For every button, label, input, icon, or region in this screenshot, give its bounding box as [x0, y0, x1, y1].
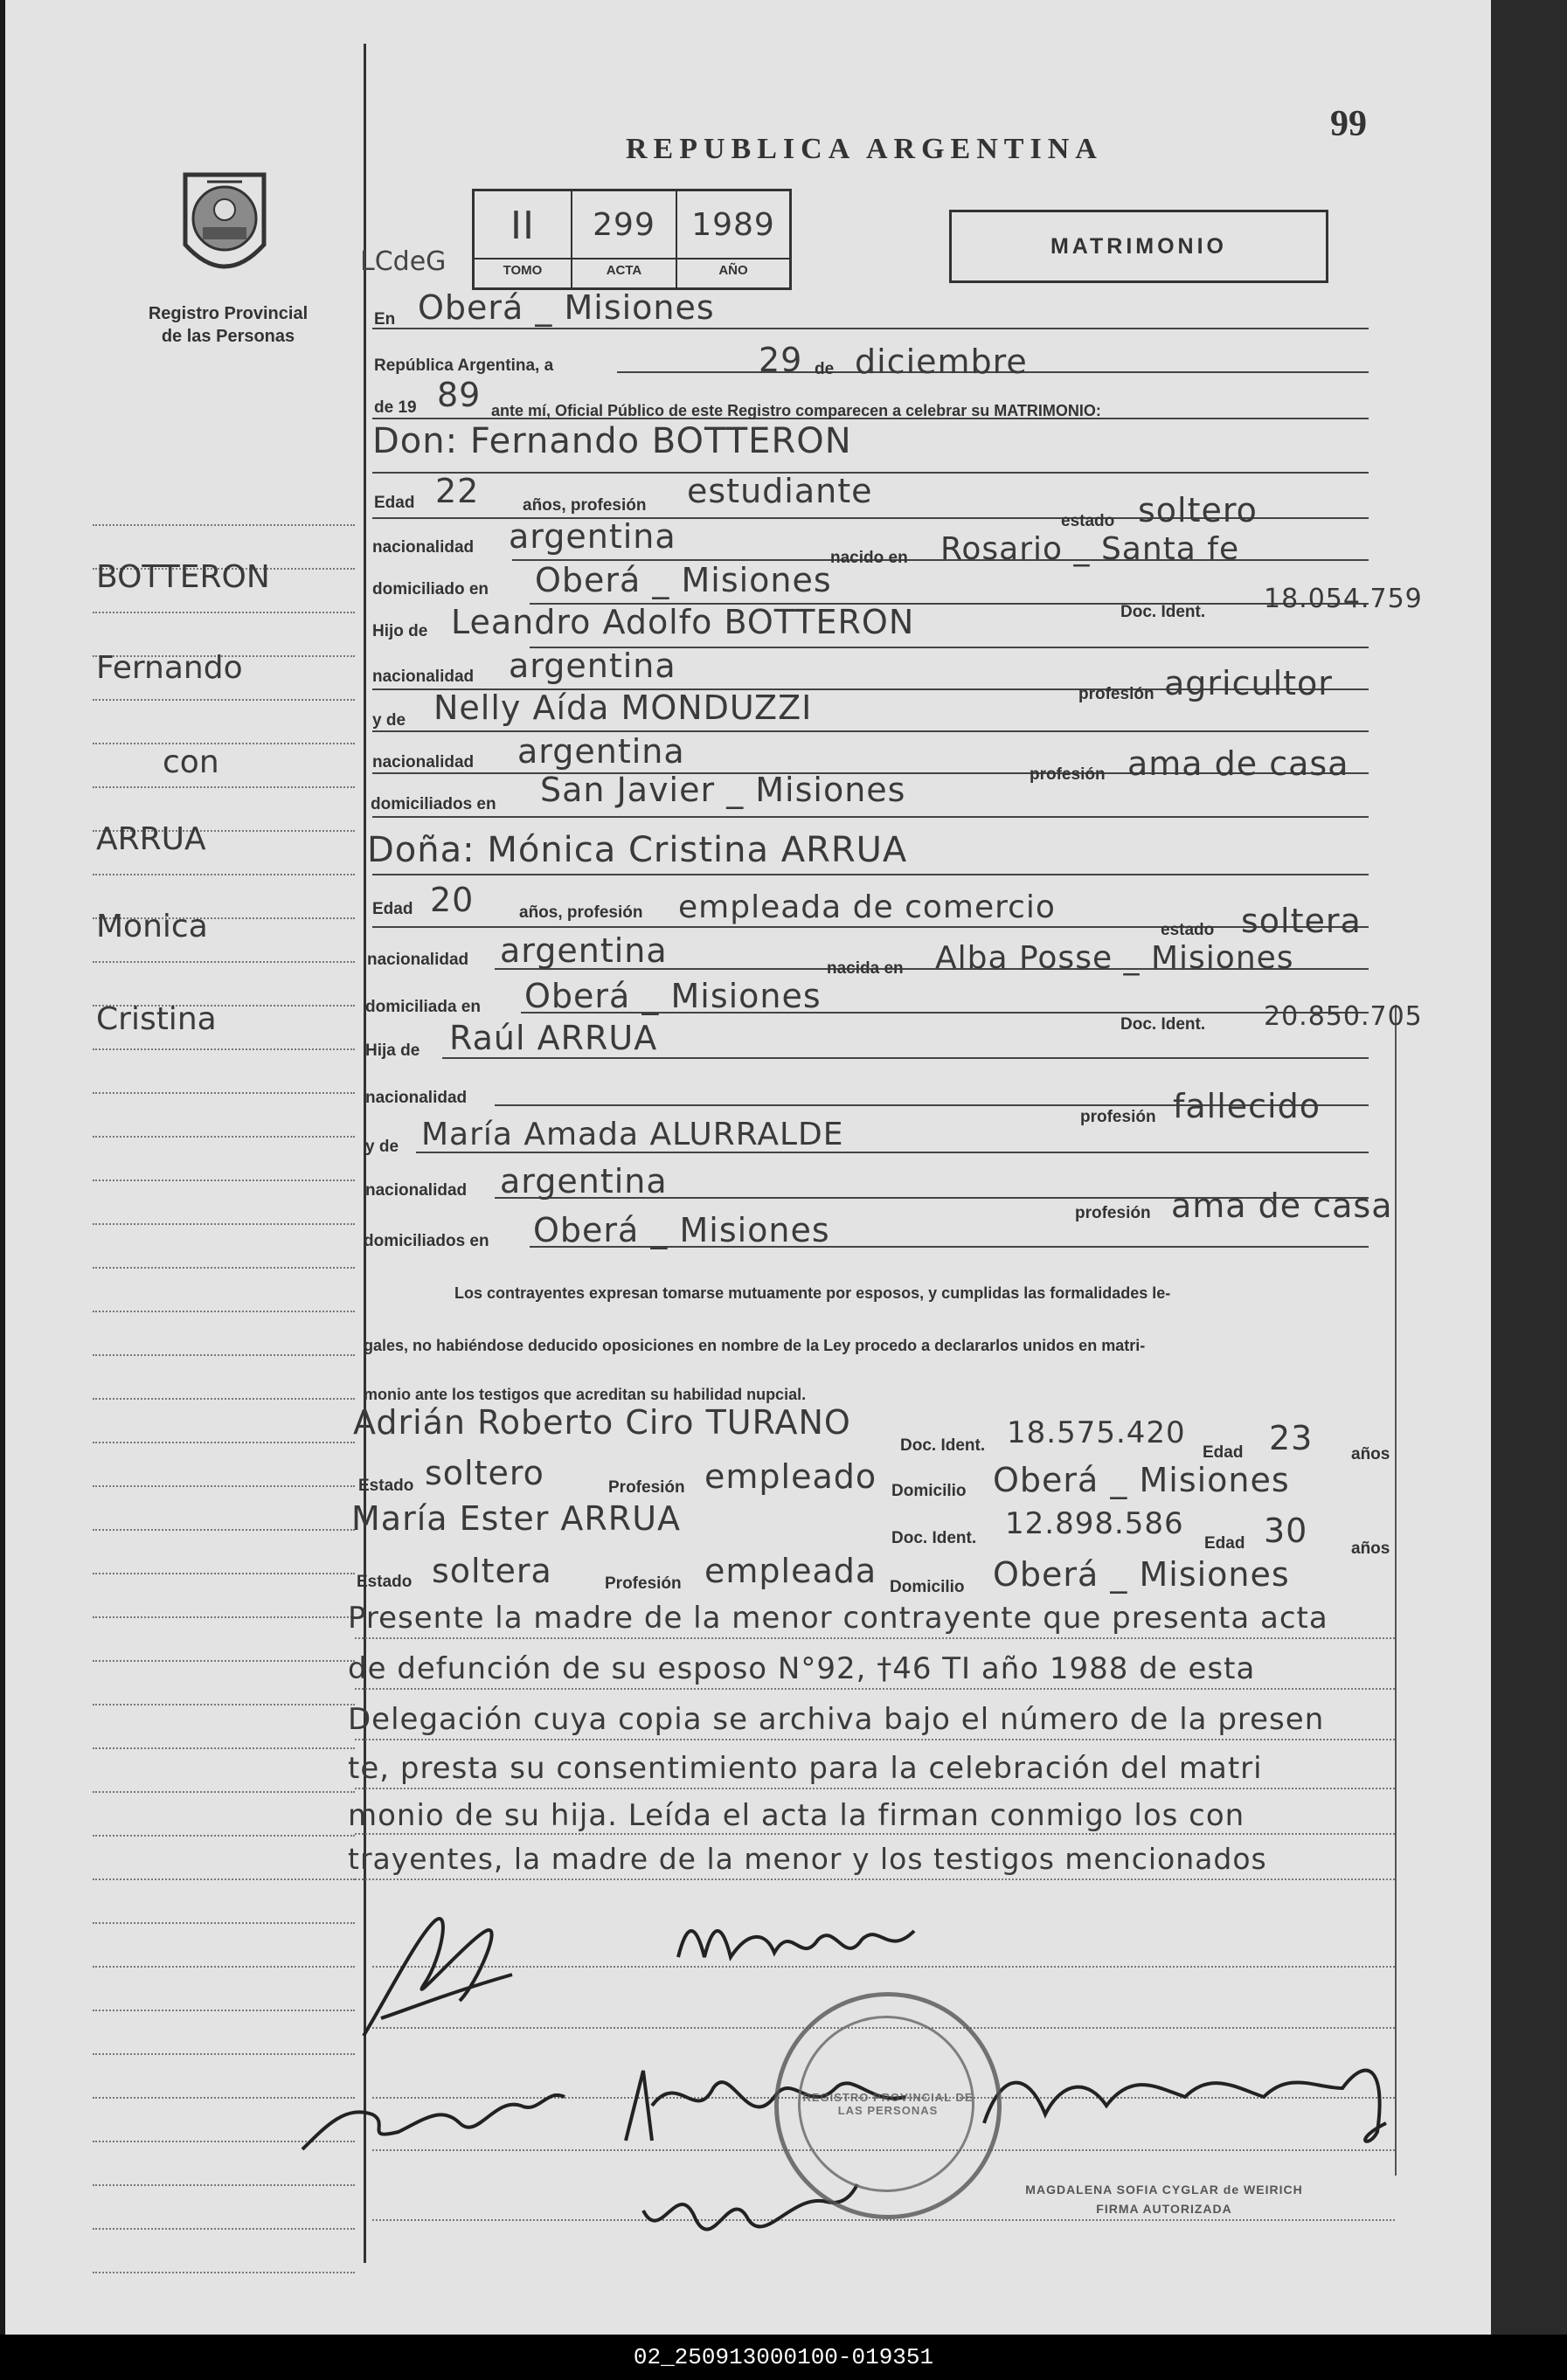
- observation-line: trayentes, la madre de la menor y los testigos mencionados: [348, 1842, 1267, 1876]
- place-value: Oberá _ Misiones: [418, 288, 715, 327]
- margin-note-line: Monica: [96, 909, 208, 944]
- label: estado: [1061, 512, 1115, 530]
- margin-rule-line: [93, 2272, 355, 2273]
- margin-note-line: ARRUA: [96, 821, 206, 857]
- register-page: [5, 0, 1491, 2335]
- label: Profesión: [605, 1574, 682, 1593]
- official-name: MAGDALENA SOFIA CYGLAR de WEIRICH: [1025, 2183, 1303, 2197]
- margin-rule-line: [93, 2184, 355, 2186]
- label: Edad: [1203, 1443, 1244, 1462]
- margin-rule-line: [93, 1616, 355, 1618]
- bride-id: 20.850.705: [1264, 1001, 1423, 1032]
- margin-rule-line: [93, 524, 355, 526]
- observation-rule: [355, 1637, 1395, 1639]
- bride-name: Doña: Mónica Cristina ARRUA: [367, 830, 908, 870]
- margin-rule-line: [93, 1573, 355, 1574]
- label: nacionalidad: [365, 1089, 468, 1107]
- label: nacionalidad: [372, 538, 475, 557]
- bride-father-profession: fallecido: [1173, 1087, 1321, 1125]
- margin-rule-line: [93, 1398, 355, 1400]
- margin-rule-line: [93, 1136, 355, 1138]
- observation-rule: [355, 1788, 1395, 1789]
- label: estado: [1161, 921, 1215, 939]
- tomo-label: TOMO: [503, 263, 543, 278]
- margin-rule-line: [93, 1048, 355, 1050]
- margin-rule-line: [93, 1660, 355, 1662]
- margin-rule-line: [93, 743, 355, 744]
- stamp-text: REGISTRO PROVINCIAL DE LAS PERSONAS: [802, 2091, 974, 2117]
- label: nacionalidad: [365, 1181, 468, 1200]
- signature-official: [967, 2036, 1404, 2158]
- label: Doc. Ident.: [891, 1529, 977, 1547]
- page-edge: [1491, 0, 1567, 2335]
- label: Profesión: [608, 1478, 685, 1497]
- form-line: [372, 926, 1369, 928]
- label: y de: [365, 1138, 399, 1156]
- observation-line: Presente la madre de la menor contrayente que presenta acta: [348, 1601, 1328, 1636]
- margin-note-line: Cristina: [96, 1001, 217, 1037]
- observation-rule: [355, 1833, 1395, 1835]
- margin-rule-line: [93, 1485, 355, 1487]
- margin-rule-line: [93, 1835, 355, 1837]
- year-suffix: 89: [437, 376, 482, 414]
- label: Estado: [358, 1477, 414, 1495]
- witness2-civil-status: soltera: [432, 1552, 552, 1590]
- year-prefix: de 19: [374, 398, 417, 417]
- label: Hija de: [365, 1041, 420, 1060]
- official-title: FIRMA AUTORIZADA: [1096, 2202, 1232, 2216]
- label: Hijo de: [372, 622, 428, 640]
- groom-address: Oberá _ Misiones: [535, 561, 832, 599]
- label: Edad: [372, 900, 413, 918]
- witness2-id: 12.898.586: [1005, 1506, 1184, 1541]
- right-rule: [1395, 1005, 1397, 2176]
- legal-text-line: Los contrayentes expresan tomarse mutuamente por esposos, y cumplidas las formalidades le-: [454, 1284, 1171, 1302]
- groom-birthplace: Rosario _ Santa fe: [940, 531, 1240, 567]
- signature-bride: [669, 1905, 932, 1983]
- margin-rule-line: [93, 786, 355, 788]
- witness2-age: 30: [1264, 1512, 1308, 1550]
- registry-line-1: Registro Provincial: [148, 304, 309, 323]
- label: nacida en: [827, 959, 904, 978]
- form-line: [372, 874, 1369, 875]
- year-label: AÑO: [718, 263, 748, 278]
- bride-profession: empleada de comercio: [678, 889, 1056, 925]
- label: profesión: [1080, 1108, 1156, 1126]
- observation-rule: [355, 1688, 1395, 1690]
- margin-rule-line: [93, 1966, 355, 1968]
- label: Edad: [374, 494, 415, 512]
- label: Edad: [1204, 1534, 1245, 1553]
- label: profesión: [1030, 765, 1106, 784]
- bride-civil-status: soltera: [1241, 902, 1362, 940]
- page-number: 99: [1330, 104, 1367, 144]
- date-day: 29: [759, 341, 803, 379]
- margin-note-line: con: [163, 744, 219, 780]
- bride-mother-profession: ama de casa: [1171, 1187, 1393, 1225]
- groom-age: 22: [435, 472, 480, 510]
- label: Domicilio: [891, 1482, 967, 1500]
- label: nacionalidad: [372, 668, 475, 686]
- margin-rule-line: [93, 1180, 355, 1181]
- groom-mother: Nelly Aída MONDUZZI: [433, 688, 813, 727]
- groom-name: Don: Fernando BOTTERON: [372, 421, 852, 461]
- bride-parents-address: Oberá _ Misiones: [533, 1211, 830, 1249]
- witness1-address: Oberá _ Misiones: [993, 1461, 1290, 1499]
- groom-civil-status: soltero: [1138, 491, 1258, 529]
- registry-line-2: de las Personas: [161, 327, 295, 346]
- margin-rule-line: [93, 1529, 355, 1531]
- label: Estado: [357, 1573, 413, 1591]
- label: nacido en: [830, 549, 908, 567]
- signature-rule: [372, 2219, 1395, 2221]
- provincial-emblem-icon: [168, 166, 281, 288]
- observation-rule: [355, 1878, 1395, 1880]
- groom-nationality: argentina: [509, 517, 676, 556]
- groom-profession: estudiante: [687, 472, 873, 510]
- margin-rule-line: [93, 612, 355, 613]
- observation-line: Delegación cuya copia se archiva bajo el número de la presen: [348, 1702, 1325, 1737]
- margin-rule-line: [93, 1267, 355, 1269]
- form-line: [372, 816, 1369, 818]
- label: Doc. Ident.: [1120, 603, 1206, 621]
- doc-type-box: [949, 210, 1328, 283]
- bride-mother-nationality: argentina: [500, 1162, 668, 1200]
- margin-rule-line: [93, 1223, 355, 1225]
- date-rest: ante mí, Oficial Público de este Registro comparecen a celebrar su MATRIMONIO:: [491, 402, 1101, 419]
- margin-note-line: BOTTERON: [96, 559, 270, 595]
- bride-nationality: argentina: [500, 931, 668, 970]
- country-header: REPUBLICA ARGENTINA: [626, 133, 1103, 165]
- margin-rule-line: [93, 1442, 355, 1443]
- margin-rule-line: [93, 2053, 355, 2055]
- place-label: En: [374, 310, 396, 329]
- margin-note-line: Fernando: [96, 650, 243, 686]
- witness1-name: Adrián Roberto Ciro TURANO: [353, 1403, 851, 1442]
- margin-rule-line: [93, 699, 355, 701]
- groom-id: 18.054.759: [1264, 584, 1423, 614]
- observation-line: monio de su hija. Leída el acta la firman conmigo los con: [348, 1798, 1245, 1833]
- groom-father: Leandro Adolfo BOTTERON: [451, 603, 915, 641]
- legal-text-line: gales, no habiéndose deducido oposiciones en nombre de la Ley procedo a declararlos unidos en matri-: [364, 1337, 1146, 1354]
- label: años: [1351, 1539, 1390, 1558]
- label: Domicilio: [890, 1578, 965, 1596]
- margin-rule-line: [93, 961, 355, 963]
- bride-mother: María Amada ALURRALDE: [421, 1117, 844, 1152]
- tomo-value: II: [510, 204, 535, 248]
- label: domiciliados en: [364, 1232, 489, 1250]
- label: nacionalidad: [372, 753, 475, 771]
- registry-name: [101, 302, 355, 348]
- image-id-footer: 02_250913000100-019351: [0, 2335, 1567, 2380]
- margin-rule-line: [93, 874, 355, 875]
- label: Doc. Ident.: [1120, 1015, 1206, 1034]
- margin-rule-line: [93, 2228, 355, 2230]
- label: nacionalidad: [367, 951, 469, 969]
- witness1-id: 18.575.420: [1007, 1415, 1186, 1450]
- bride-birthplace: Alba Posse _ Misiones: [935, 940, 1294, 976]
- label: domiciliado en: [372, 580, 489, 598]
- register-code: LCdeG: [360, 246, 447, 277]
- groom-father-profession: agricultor: [1164, 664, 1333, 702]
- witness1-civil-status: soltero: [425, 1454, 544, 1492]
- observation-line: de defunción de su esposo N°92, †46 TI año 1988 de esta: [348, 1651, 1256, 1686]
- observation-rule: [355, 1739, 1395, 1740]
- signature-witness-1: [294, 2071, 573, 2167]
- witness2-name: María Ester ARRUA: [351, 1499, 682, 1538]
- margin-rule-line: [93, 1311, 355, 1312]
- label: domiciliada en: [365, 998, 481, 1016]
- bride-age: 20: [430, 881, 475, 919]
- date-de: de: [815, 360, 835, 378]
- observation-line: te, presta su consentimiento para la celebración del matri: [348, 1751, 1263, 1786]
- label: profesión: [1078, 685, 1154, 703]
- margin-rule-line: [93, 1092, 355, 1094]
- margin-rule-line: [93, 2010, 355, 2011]
- form-line: [442, 1057, 1369, 1059]
- acta-label: ACTA: [606, 263, 642, 278]
- doc-type: MATRIMONIO: [1050, 234, 1227, 259]
- date-label: República Argentina, a: [374, 356, 554, 375]
- witness2-profession: empleada: [704, 1552, 877, 1590]
- label: y de: [372, 711, 406, 730]
- year-value: 1989: [691, 207, 775, 243]
- margin-rule-line: [93, 1354, 355, 1356]
- label: profesión: [1075, 1204, 1151, 1222]
- label: años, profesión: [519, 903, 643, 922]
- margin-rule-line: [93, 1878, 355, 1880]
- groom-mother-nationality: argentina: [517, 732, 685, 771]
- label: años, profesión: [523, 496, 647, 515]
- groom-father-nationality: argentina: [509, 647, 676, 685]
- label: domiciliados en: [371, 795, 496, 813]
- reference-table: [472, 189, 792, 290]
- label: años: [1351, 1445, 1390, 1463]
- form-line: [372, 328, 1369, 329]
- groom-parents-address: San Javier _ Misiones: [540, 771, 906, 809]
- acta-value: 299: [593, 207, 655, 243]
- witness2-address: Oberá _ Misiones: [993, 1555, 1290, 1594]
- label: Doc. Ident.: [900, 1436, 986, 1455]
- signature-groom: [337, 1887, 530, 2062]
- witness1-age: 23: [1269, 1419, 1314, 1457]
- bride-address: Oberá _ Misiones: [524, 977, 822, 1015]
- margin-rule-line: [93, 1704, 355, 1705]
- bride-father: Raúl ARRUA: [449, 1019, 658, 1057]
- witness1-profession: empleado: [704, 1457, 877, 1496]
- groom-mother-profession: ama de casa: [1127, 744, 1349, 783]
- date-month: diciembre: [855, 342, 1028, 381]
- margin-rule-line: [93, 1747, 355, 1749]
- registry-stamp: [774, 1992, 1002, 2219]
- margin-rule-line: [93, 1922, 355, 1924]
- margin-rule-line: [93, 1791, 355, 1793]
- legal-text-line: monio ante los testigos que acreditan su habilidad nupcial.: [364, 1386, 807, 1403]
